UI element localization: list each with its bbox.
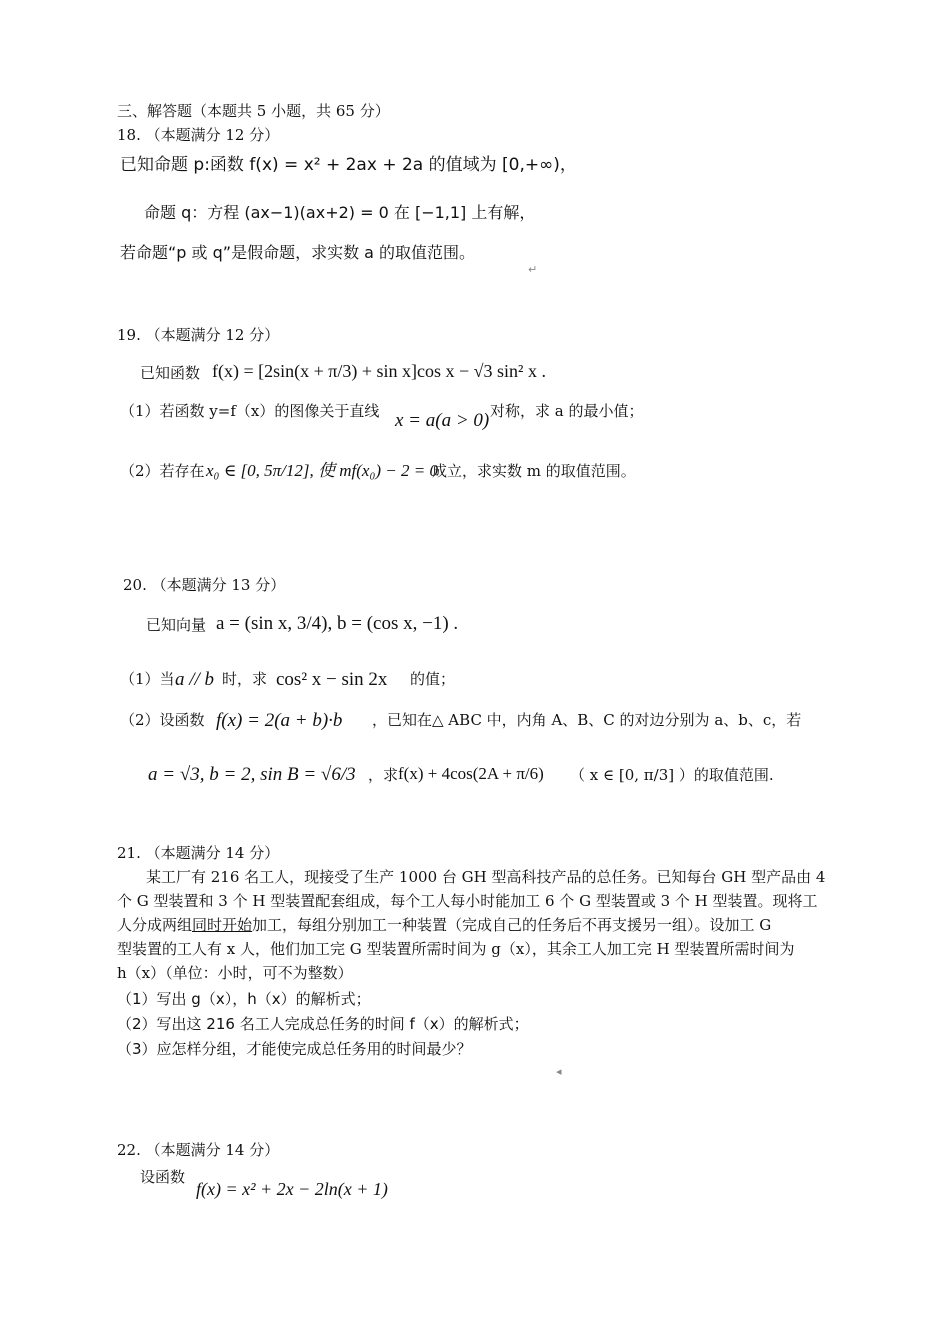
- q19-header: 19. （本题满分 12 分）: [117, 326, 280, 344]
- q21-para-line1: 某工厂有 216 名工人，现接受了生产 1000 台 GH 型高科技产品的总任务。已知每台 GH 型产品由 4: [146, 868, 826, 886]
- q19-formula: f(x) = [2sin(x + π/3) + sin x]cos x − √3 sin² x .: [212, 361, 546, 381]
- q20-part1-prefix: （1）当: [120, 670, 175, 688]
- q21-para-line3: [117, 918, 771, 933]
- q18-header: 18. （本题满分 12 分）: [117, 126, 280, 144]
- q20-part1-expr: cos² x − sin 2x: [276, 669, 388, 690]
- q21-para-line2: 个 G 型装置和 3 个 H 型装置配套组成，每个工人每小时能加工 6 个 G 型装置或 3 个 H 型装置。现将工: [117, 892, 818, 910]
- q21-subq2: （2）写出这 216 名工人完成总任务的时间 f（x）的解析式；: [117, 1015, 529, 1033]
- q20-part2-tail: ，已知在△ ABC 中，内角 A、B、C 的对边分别为 a、b、c，若: [372, 711, 802, 729]
- q21-underlined-phrase: 同时开始: [192, 916, 253, 934]
- section-title: 三、解答题（本题共 5 小题，共 65 分）: [117, 102, 390, 120]
- q22-header: 22. （本题满分 14 分）: [117, 1141, 280, 1159]
- q20-ask-prefix: ，求: [368, 766, 399, 784]
- q21-header: 21. （本题满分 14 分）: [117, 844, 280, 862]
- q20-given-prefix: 已知向量: [146, 616, 207, 634]
- q19-part2-tail: 成立，求实数 m 的取值范围。: [432, 462, 636, 480]
- q20-part1-mid: 时，求: [222, 670, 268, 688]
- q21-para-line3-b: 加工，每组分别加工一种装置（完成自己的任务后不再支援另一组）。设加工 G: [252, 916, 772, 934]
- q20-part2-func: f(x) = 2(a + b)·b: [216, 710, 343, 731]
- q18-line3: 若命题“p 或 q”是假命题，求实数 a 的取值范围。: [120, 243, 476, 262]
- q22-formula: f(x) = x² + 2x − 2ln(x + 1): [196, 1179, 388, 1199]
- q18-line1: 已知命题 p:函数 f(x) = x² + 2ax + 2a 的值域为 [0,+∞)，: [120, 155, 577, 175]
- q20-range: （ x ∈ [0, π/3] ）的取值范围.: [570, 766, 774, 784]
- q18-line2: 命题 q：方程 (ax−1)(ax+2) = 0 在 [−1,1] 上有解，: [144, 203, 536, 222]
- q20-header: 20. （本题满分 13 分）: [123, 576, 286, 594]
- q21-para-line3-a: 人分成两组: [117, 916, 193, 934]
- paragraph-mark-icon: ↵: [528, 263, 538, 276]
- q20-vectors: a = (sin x, 3/4), b = (cos x, −1) .: [216, 613, 459, 634]
- q19-part1-text: （1）若函数 y=f（x）的图像关于直线: [120, 402, 380, 420]
- q19-part2-math: x₀ ∈ [0, 5π/12], 使 mf(x₀) − 2 = 0: [206, 461, 438, 480]
- q20-cond: a = √3, b = 2, sin B = √6/3: [148, 764, 356, 785]
- q21-para-line5: h（x）（单位：小时，可不为整数）: [117, 964, 353, 982]
- q20-ask-expr: f(x) + 4cos(2A + π/6): [398, 764, 544, 783]
- q19-given-prefix: 已知函数: [140, 364, 201, 382]
- q22-given-prefix: 设函数: [140, 1168, 186, 1186]
- q20-part2-prefix: （2）设函数: [120, 711, 205, 729]
- q21-para-line4: 型装置的工人有 x 人，他们加工完 G 型装置所需时间为 g（x），其余工人加工完 H 型装置所需时间为: [117, 940, 795, 958]
- q20-part1-tail: 的值；: [410, 670, 456, 688]
- q20-part1-cond: a // b: [175, 669, 215, 690]
- q21-subq3: （3）应怎样分组，才能使完成总任务用的时间最少？: [117, 1040, 472, 1058]
- paragraph-mark-icon: ◂: [556, 1065, 562, 1078]
- q19-part1-math: x = a(a > 0): [395, 410, 490, 431]
- q19-part1-tail: 对称，求 a 的最小值；: [490, 402, 644, 420]
- q21-subq1: （1）写出 g（x），h（x）的解析式；: [117, 990, 371, 1008]
- q19-part2-text: （2）若存在: [120, 462, 205, 480]
